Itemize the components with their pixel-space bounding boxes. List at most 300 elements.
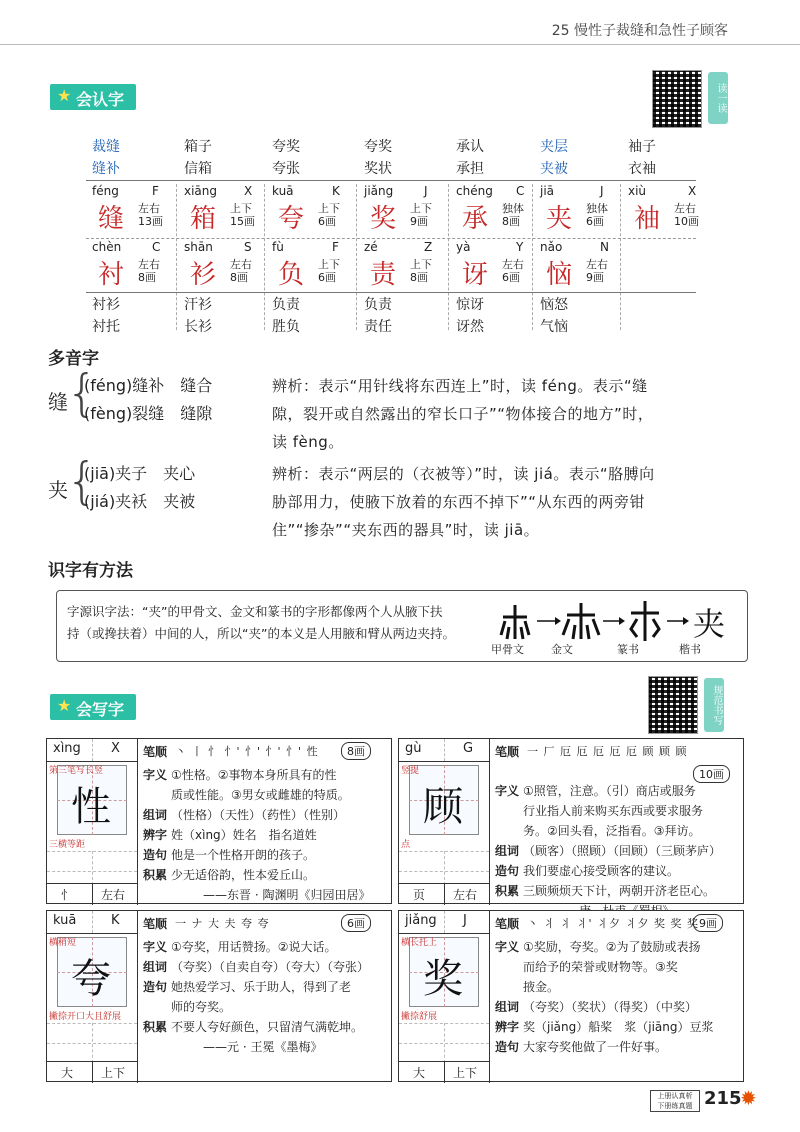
char-info <box>502 202 524 228</box>
definition-row <box>143 785 387 805</box>
row-value: ①夸奖，用话赞扬。②说大话。 <box>171 940 337 954</box>
reading: (jiá)夹袄 夹被 <box>84 492 196 511</box>
grid-line <box>444 1023 445 1063</box>
grid-line <box>444 851 445 885</box>
row-label: 字义 <box>143 940 168 954</box>
row-value: （夸奖）（自卖自夸）（夸大）（夸张） <box>171 960 370 974</box>
row-label: 造句 <box>143 848 168 862</box>
reading: (fèng)裂缝 缝隙 <box>84 404 213 423</box>
character: 恼 <box>546 260 573 290</box>
divider <box>86 180 696 181</box>
row-value: 三顾频烦天下计，两朝开济老臣心。 <box>523 884 716 898</box>
divider <box>444 1061 445 1083</box>
row-label: 字义 <box>143 768 168 782</box>
character: 讶 <box>462 260 489 290</box>
row-value: 而给予的荣誉或财物等。③奖 <box>523 960 678 974</box>
brace: { <box>66 452 98 510</box>
row-value: 奖（jiǎng）船桨 浆（jiāng）豆浆 <box>523 1020 714 1034</box>
row-label: 字义 <box>495 940 520 954</box>
definition-row <box>143 825 387 845</box>
row-value: 他是一个性格开朗的孩子。 <box>171 848 316 862</box>
side-tab-read[interactable] <box>708 72 728 124</box>
character: 缝 <box>98 204 125 234</box>
section-tag-label: 会写字 <box>76 700 125 719</box>
stroke-tip: 第三笔写长竖 <box>49 766 104 776</box>
pinyin: chéng <box>456 184 493 198</box>
row-value: 师的夸奖。 <box>171 1000 232 1014</box>
word: 夹层 <box>540 139 568 155</box>
definition-row <box>143 1037 387 1057</box>
pinyin: jiǎng <box>405 913 437 928</box>
structure: 上下 <box>318 202 340 215</box>
stroke-count: 6画 <box>502 271 520 284</box>
row-value: 掖金。 <box>523 980 560 994</box>
divider <box>137 739 138 905</box>
row-label: 组词 <box>495 844 520 858</box>
structure: 左右 <box>138 258 160 271</box>
pinyin: jiā <box>540 184 555 198</box>
word: 承认 <box>456 139 484 155</box>
stroke-count: 10画 <box>674 215 699 228</box>
definition-row <box>143 805 387 825</box>
row-value: ①性格。②事物本身所具有的性 <box>171 768 337 782</box>
structure: 左右 <box>230 258 252 271</box>
row-value: （性格）（天性）（药性）（性别） <box>171 808 346 822</box>
stroke-tip: 三横等距 <box>49 840 86 850</box>
analysis-text <box>272 372 752 456</box>
divider <box>399 761 489 762</box>
grid-line <box>92 1023 93 1063</box>
qr-code-icon[interactable] <box>648 676 698 734</box>
definition-row <box>495 957 739 977</box>
seal-glyph <box>631 601 659 641</box>
glyph-label: 金文 <box>551 643 573 656</box>
readings <box>84 372 212 428</box>
definition-row <box>143 845 387 865</box>
char-cell <box>364 240 459 296</box>
order-label: 笔顺 <box>495 917 520 931</box>
radical: 页 <box>413 888 426 902</box>
index-letter: X <box>111 741 120 756</box>
index-letter: Y <box>516 240 524 254</box>
word: 夸奖 <box>364 139 392 155</box>
word-pair <box>364 294 392 338</box>
word: 负责 <box>364 297 392 313</box>
row-label: 组词 <box>143 960 168 974</box>
definition-row <box>143 1017 387 1037</box>
character: 袖 <box>634 204 661 234</box>
divider <box>137 911 138 1083</box>
writing-card <box>398 910 744 1082</box>
row-value: 姓（xìng）姓名 指名道姓 <box>171 828 317 842</box>
row-label: 造句 <box>495 1040 520 1054</box>
analysis-line: 住”“掺杂”“夹东西的器具”时，读 jiā。 <box>272 521 540 539</box>
stroke-count: 6画 <box>586 215 604 228</box>
definition-row <box>143 765 387 785</box>
definition-row <box>495 977 739 997</box>
arrow-icon <box>537 617 561 625</box>
order-label: 笔顺 <box>143 745 168 759</box>
char-info <box>318 202 340 228</box>
order-label: 笔顺 <box>495 745 520 759</box>
pinyin: fù <box>272 240 284 254</box>
divider <box>444 739 445 761</box>
word: 衬衫 <box>92 297 120 313</box>
stroke-count: 9画 <box>586 271 604 284</box>
etymology-text <box>67 601 455 645</box>
word: 气恼 <box>540 319 568 335</box>
glyph-label: 甲骨文 <box>491 643 524 656</box>
divider <box>444 911 445 933</box>
pinyin: zé <box>364 240 378 254</box>
stroke-order: 一 厂 厄 厄 厄 厄 厄 顾 顾 顾 <box>527 745 688 758</box>
word-pair <box>456 294 484 338</box>
stroke-tip: 横稍短 <box>49 938 77 948</box>
word: 恼怒 <box>540 297 568 313</box>
char-cell <box>272 240 367 296</box>
char-cell <box>92 240 187 296</box>
kaishu-glyph: 夹 <box>693 605 726 643</box>
etymology-line: 字源识字法：“夹”的甲骨文、金文和篆书的字形都像两个人从腋下扶 <box>67 604 443 619</box>
word-pair <box>456 136 484 180</box>
char-info <box>230 258 252 284</box>
row-value: ①奖励，夸奖。②为了鼓励或表扬 <box>523 940 701 954</box>
pinyin: chèn <box>92 240 122 254</box>
definition-row <box>143 865 387 885</box>
definition-row <box>495 781 739 801</box>
polyphone-title: 多音字 <box>48 349 99 369</box>
stroke-tip: 点 <box>401 840 411 850</box>
row-label: 造句 <box>495 864 520 878</box>
analysis-line: 读 fèng。 <box>272 433 344 451</box>
definition-row <box>495 1017 739 1037</box>
row-label: 积累 <box>143 1020 168 1034</box>
glyph-label: 篆书 <box>617 643 639 656</box>
index-letter: F <box>152 184 159 198</box>
character: 夸 <box>278 204 305 234</box>
index-letter: G <box>463 741 474 756</box>
char-cell <box>456 184 551 240</box>
character: 奖 <box>370 204 397 234</box>
pinyin: jiǎng <box>364 184 394 198</box>
definition-row <box>495 1037 739 1057</box>
index-letter: Z <box>424 240 433 254</box>
divider <box>92 1061 93 1083</box>
char-cell <box>540 240 635 296</box>
analysis-line: 胁部用力，使腋下放着的东西不掉下”“从东西的两旁钳 <box>272 493 646 511</box>
stroke-count: 8画 <box>138 271 156 284</box>
char-info <box>410 258 432 284</box>
structure: 左右 <box>586 258 608 271</box>
arrow-icon <box>603 617 625 625</box>
row-value: （顾客）（照顾）（回顾）（三顾茅庐） <box>523 844 722 858</box>
structure: 上下 <box>410 202 432 215</box>
word: 缝补 <box>92 161 120 177</box>
readings <box>84 460 195 516</box>
page-number: 215 <box>704 1088 742 1109</box>
char-cell <box>272 184 367 240</box>
divider <box>92 911 93 933</box>
stroke-count: 13画 <box>138 215 163 228</box>
structure: 独体 <box>586 202 608 215</box>
structure: 独体 <box>502 202 524 215</box>
oracle-glyph <box>501 605 529 639</box>
side-tab-write[interactable] <box>704 678 724 732</box>
structure: 上下 <box>410 258 432 271</box>
row-value: 大家夸奖他做了一件好事。 <box>523 1040 668 1054</box>
row-value: ——元 · 王冕《墨梅》 <box>203 1040 323 1054</box>
word-pair <box>540 136 568 180</box>
word: 胜负 <box>272 319 300 335</box>
index-letter: K <box>111 913 120 928</box>
pinyin: xiāng <box>184 184 218 198</box>
row-label: 组词 <box>495 1000 520 1014</box>
word: 长衫 <box>184 319 212 335</box>
structure: 上下 <box>318 258 340 271</box>
stroke-count: 15画 <box>230 215 255 228</box>
word: 袖子 <box>628 139 656 155</box>
character: 承 <box>462 204 489 234</box>
section-tag-label: 会认字 <box>76 90 125 109</box>
row-value: 不要人夸好颜色，只留清气满乾坤。 <box>171 1020 364 1034</box>
definition-row <box>143 957 387 977</box>
char-info <box>674 202 699 228</box>
stroke-count: 6画 <box>318 215 336 228</box>
structure: 左右 <box>101 888 126 902</box>
index-letter: X <box>244 184 253 198</box>
character: 衫 <box>190 260 217 290</box>
stroke-count: 8画 <box>410 271 428 284</box>
side-tab-label: 规范书写 <box>711 685 722 725</box>
stroke-count: 9画 <box>410 215 428 228</box>
word-pair <box>184 136 212 180</box>
radical: 大 <box>61 1066 74 1080</box>
grid-line <box>92 851 93 885</box>
character: 负 <box>278 260 305 290</box>
word-pair <box>628 136 656 180</box>
word: 箱子 <box>184 139 212 155</box>
chapter-title: 25 慢性子裁缝和急性子顾客 <box>551 23 728 39</box>
char-info <box>138 258 160 284</box>
header-divider <box>0 44 800 45</box>
stroke-tip: 竖提 <box>401 766 420 776</box>
divider <box>399 933 489 934</box>
arrow-icon <box>667 617 689 625</box>
definition-row <box>495 801 739 821</box>
index-letter: F <box>332 240 339 254</box>
definition-row <box>495 841 739 861</box>
word: 裁缝 <box>92 139 120 155</box>
char-cell <box>628 184 723 240</box>
row-value: 质或性能。③男女或雌雄的特质。 <box>171 788 350 802</box>
word-pair <box>272 294 300 338</box>
reading: (féng)缝补 缝合 <box>84 376 213 395</box>
word: 夸奖 <box>272 139 300 155</box>
order-label: 笔顺 <box>143 917 168 931</box>
writing-card <box>46 738 392 904</box>
index-letter: J <box>600 184 604 198</box>
word: 负责 <box>272 297 300 313</box>
char-cell <box>364 184 459 240</box>
character: 责 <box>370 260 397 290</box>
pinyin: xìng <box>53 741 81 756</box>
structure: 上下 <box>101 1066 126 1080</box>
reading: (jiā)夹子 夹心 <box>84 464 196 483</box>
char-info <box>138 202 163 228</box>
analysis-line: 隙，裂开或自然露出的窄长口子”“物体接合的地方”时， <box>272 405 654 423</box>
stroke-tip: 横长托上 <box>401 938 438 948</box>
brace: { <box>66 364 98 422</box>
stroke-count: 6画 <box>341 914 371 932</box>
polyphone-char: 夹 <box>48 478 68 502</box>
row-label: 积累 <box>495 884 520 898</box>
polyphone-char: 缝 <box>48 390 68 414</box>
stroke-order: 丶 丬 丬 丬' 丬夕 丬夕 奖 奖 奖 <box>527 917 699 930</box>
model-character: 奖 <box>423 956 463 1002</box>
stroke-order: 丶 丨 忄 忄' 忄' 忄' 忄' 性 <box>175 745 319 758</box>
row-label: 组词 <box>143 808 168 822</box>
word-pair <box>92 136 120 180</box>
word-pair <box>272 136 300 180</box>
pinyin: féng <box>92 184 119 198</box>
row-value: ①照管，注意。（引）商店或服务 <box>523 784 696 798</box>
section-tag-write <box>50 694 136 720</box>
char-info <box>318 258 340 284</box>
word-pair <box>540 294 568 338</box>
word: 衣袖 <box>628 161 656 177</box>
word-pair <box>184 294 212 338</box>
star-icon: ★ <box>57 696 72 715</box>
structure: 上下 <box>230 202 252 215</box>
pinyin: kuā <box>53 913 77 928</box>
divider <box>92 739 93 761</box>
divider <box>92 883 93 905</box>
model-character: 顾 <box>423 784 463 830</box>
stroke-count: 9画 <box>693 914 723 932</box>
row-value: 少无适俗韵，性本爱丘山。 <box>171 868 316 882</box>
definition-row <box>495 821 739 841</box>
char-cell <box>184 240 279 296</box>
index-letter: C <box>152 240 161 254</box>
row-value: 行业指人前来购买东西或要求服务 <box>523 804 704 818</box>
structure: 左右 <box>502 258 524 271</box>
row-label: 辨字 <box>143 828 168 842</box>
word: 汗衫 <box>184 297 212 313</box>
row-value: 我们要虚心接受顾客的建议。 <box>523 864 680 878</box>
structure: 左右 <box>674 202 696 215</box>
word-pair <box>364 136 392 180</box>
row-value: ——东晋 · 陶渊明《归园田居》 <box>203 888 371 902</box>
char-info <box>410 202 432 228</box>
index-letter: J <box>463 913 467 928</box>
word: 夸张 <box>272 161 300 177</box>
divider <box>444 883 445 905</box>
divider <box>47 933 137 934</box>
definition-row <box>495 881 739 901</box>
character: 衬 <box>98 260 125 290</box>
analysis-text <box>272 460 752 544</box>
word: 奖状 <box>364 161 392 177</box>
etymology-line: 持（或搀扶着）中间的人，所以“夹”的本义是人用腋和臂从两边夹持。 <box>67 626 455 641</box>
stroke-count: 8画 <box>502 215 520 228</box>
method-title: 识字有方法 <box>48 561 133 581</box>
row-label: 辨字 <box>495 1020 520 1034</box>
stroke-count: 6画 <box>318 271 336 284</box>
definition-row <box>495 861 739 881</box>
definition-row <box>495 997 739 1017</box>
divider <box>86 292 696 293</box>
divider <box>47 761 137 762</box>
stroke-tip: 撇捺开口大且舒展 <box>49 1012 122 1022</box>
index-letter: J <box>424 184 428 198</box>
radical: 大 <box>413 1066 426 1080</box>
definition-row <box>143 937 387 957</box>
definition-row <box>143 997 387 1017</box>
analysis-line: 辨析：表示“用针线将东西连上”时，读 féng。表示“缝 <box>272 377 648 395</box>
model-character: 夸 <box>71 956 111 1002</box>
index-letter: C <box>516 184 525 198</box>
section-tag-recognize <box>50 84 136 110</box>
row-label: 积累 <box>143 868 168 882</box>
char-info <box>230 202 255 228</box>
writing-card <box>46 910 392 1082</box>
character: 夹 <box>546 204 573 234</box>
stroke-count: 8画 <box>341 742 371 760</box>
row-value: 她热爱学习、乐于助人，得到了老 <box>171 980 352 994</box>
char-info <box>586 202 608 228</box>
model-character: 性 <box>71 784 111 830</box>
word: 责任 <box>364 319 392 335</box>
word: 衬托 <box>92 319 120 335</box>
star-icon: ★ <box>57 86 72 105</box>
divider <box>489 739 490 905</box>
etymology-box <box>56 590 748 662</box>
word: 信箱 <box>184 161 212 177</box>
char-cell <box>92 184 187 240</box>
pinyin: shān <box>184 240 213 254</box>
pinyin: yà <box>456 240 471 254</box>
definition-row <box>143 885 387 905</box>
glyph-label: 楷书 <box>679 643 701 656</box>
row-label: 造句 <box>143 980 168 994</box>
pinyin: nǎo <box>540 240 563 254</box>
badge-line: 下册练真题 <box>657 1102 693 1110</box>
word: 夹被 <box>540 161 568 177</box>
index-letter: S <box>244 240 252 254</box>
qr-code-icon[interactable] <box>652 70 702 128</box>
row-label: 字义 <box>495 784 520 798</box>
divider <box>86 238 696 239</box>
structure: 左右 <box>453 888 478 902</box>
footer-badge <box>650 1090 700 1112</box>
radical: 忄 <box>61 888 74 902</box>
pinyin: xiù <box>628 184 647 198</box>
row-value: 务。②回头看，泛指看。③拜访。 <box>523 824 701 838</box>
index-letter: X <box>688 184 697 198</box>
bronze-glyph <box>563 603 599 639</box>
pinyin: kuā <box>272 184 294 198</box>
definition-row <box>495 937 739 957</box>
word: 承担 <box>456 161 484 177</box>
index-letter: N <box>600 240 609 254</box>
writing-card <box>398 738 744 904</box>
stroke-count: 10画 <box>693 765 730 783</box>
definition-row <box>143 977 387 997</box>
stroke-tip: 撇捺舒展 <box>401 1012 438 1022</box>
row-value: （夸奖）（奖状）（得奖）（中奖） <box>523 1000 698 1014</box>
index-letter: K <box>332 184 340 198</box>
side-tab-label: 读一读 <box>715 83 726 113</box>
